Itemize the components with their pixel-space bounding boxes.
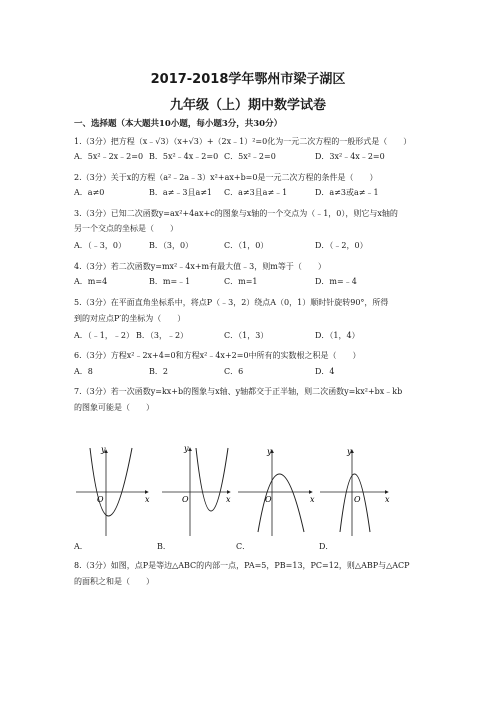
option-c: C．（1，0） — [224, 241, 269, 250]
question-5-text-cont: 到的对应点P′的坐标为（ ） — [74, 314, 186, 323]
option-d: D．m=﹣4 — [315, 277, 357, 286]
question-7-text: 7.（3分）若一次函数y=kx+b的图象与x轴、y轴都交于正半轴，则二次函数y=kx²+bx﹣kb — [74, 387, 403, 396]
option-b: B．（3，﹣2） — [136, 331, 189, 340]
y-label: y — [184, 444, 189, 453]
y-label: y — [347, 447, 352, 456]
question-1-text: 1.（3分）把方程（x﹣√3）（x+√3）+（2x﹣1）²=0化为一元二次方程的一般形式是（ ） — [74, 137, 412, 146]
option-d: D．4 — [315, 367, 335, 376]
question-8-text: 8.（3分）如图，点P是等边△ABC的内部一点，PA=5，PB=13，PC=12，则△ABP与△ACP — [74, 561, 410, 570]
parabola-curve — [90, 448, 132, 516]
question-8-text-cont: 的面积之和是（ ） — [74, 577, 154, 586]
option-b: B．（3，0） — [149, 241, 194, 250]
option-c: C．（1，3） — [224, 331, 269, 340]
question-7-text-cont: 的图象可能是（ ） — [74, 403, 154, 412]
option-c: C．m=1 — [224, 277, 258, 286]
option-a: A．（﹣3，0） — [74, 241, 126, 250]
option-a: A．8 — [74, 367, 93, 376]
option-c: C．5x²﹣2=0 — [224, 152, 276, 161]
option-b: B．m=﹣1 — [149, 277, 191, 286]
x-label: x — [145, 495, 150, 504]
option-a: A．a≠0 — [74, 188, 105, 197]
question-7-graphs — [72, 444, 422, 536]
origin-label: O — [265, 495, 272, 504]
graph-b-label: B． — [157, 542, 171, 551]
option-b: B．2 — [149, 367, 168, 376]
origin-label: O — [97, 495, 104, 504]
question-6-text: 6.（3分）方程x²﹣2x+4=0和方程x²﹣4x+2=0中所有的实数根之积是（ ） — [74, 351, 361, 360]
question-2-text: 2.（3分）关于x的方程（a²﹣2a﹣3）x²+ax+b=0是一元二次方程的条件是（ ） — [74, 173, 378, 182]
parabola-curve — [196, 448, 228, 511]
graph-a — [76, 445, 150, 536]
option-d: D．a≠3或a≠﹣1 — [315, 188, 379, 197]
graph-c — [238, 447, 315, 536]
section-heading: 一、选择题（本大题共10小题，每小题3分，共30分） — [74, 119, 283, 129]
graph-b — [162, 444, 231, 536]
question-5-text: 5.（3分）在平面直角坐标系中，将点P（﹣3，2）绕点A（0，1）顺时针旋转90°，所得 — [74, 298, 389, 307]
x-label: x — [385, 495, 390, 504]
exam-title: 2017-2018学年鄂州市梁子湖区 — [150, 72, 346, 87]
option-d: D．（1，4） — [315, 331, 360, 340]
option-c: C．a≠3且a≠﹣1 — [224, 188, 288, 197]
option-a: A．5x²﹣2x﹣2=0 — [74, 152, 144, 161]
graph-d-label: D． — [319, 542, 334, 551]
option-d: D．（﹣2，0） — [315, 241, 368, 250]
question-4-text: 4.（3分）若二次函数y=mx²﹣4x+m有最大值﹣3，则m等于（ ） — [74, 262, 326, 271]
graph-a-label: A． — [74, 542, 88, 551]
origin-label: O — [182, 495, 189, 504]
y-label: y — [267, 447, 272, 456]
option-b: B．a≠﹣3且a≠1 — [149, 188, 213, 197]
option-b: B．5x²﹣4x﹣2=0 — [149, 152, 219, 161]
option-d: D．3x²﹣4x﹣2=0 — [315, 152, 385, 161]
question-3-text-cont: 另一个交点的坐标是（ ） — [74, 224, 178, 233]
question-3-text: 3.（3分）已知二次函数y=ax²+4ax+c的图象与x轴的一个交点为（﹣1，0），则它与x轴的 — [74, 209, 398, 218]
y-label: y — [101, 445, 106, 454]
option-a: A．（﹣1，﹣2） — [74, 331, 134, 340]
x-label: x — [310, 495, 315, 504]
exam-subtitle: 九年级（上）期中数学试卷 — [169, 98, 326, 113]
option-c: C．6 — [224, 367, 244, 376]
option-a: A．m=4 — [74, 277, 108, 286]
graph-d — [320, 447, 390, 536]
graph-c-label: C． — [236, 542, 251, 551]
x-label: x — [226, 495, 231, 504]
origin-label: O — [354, 495, 361, 504]
